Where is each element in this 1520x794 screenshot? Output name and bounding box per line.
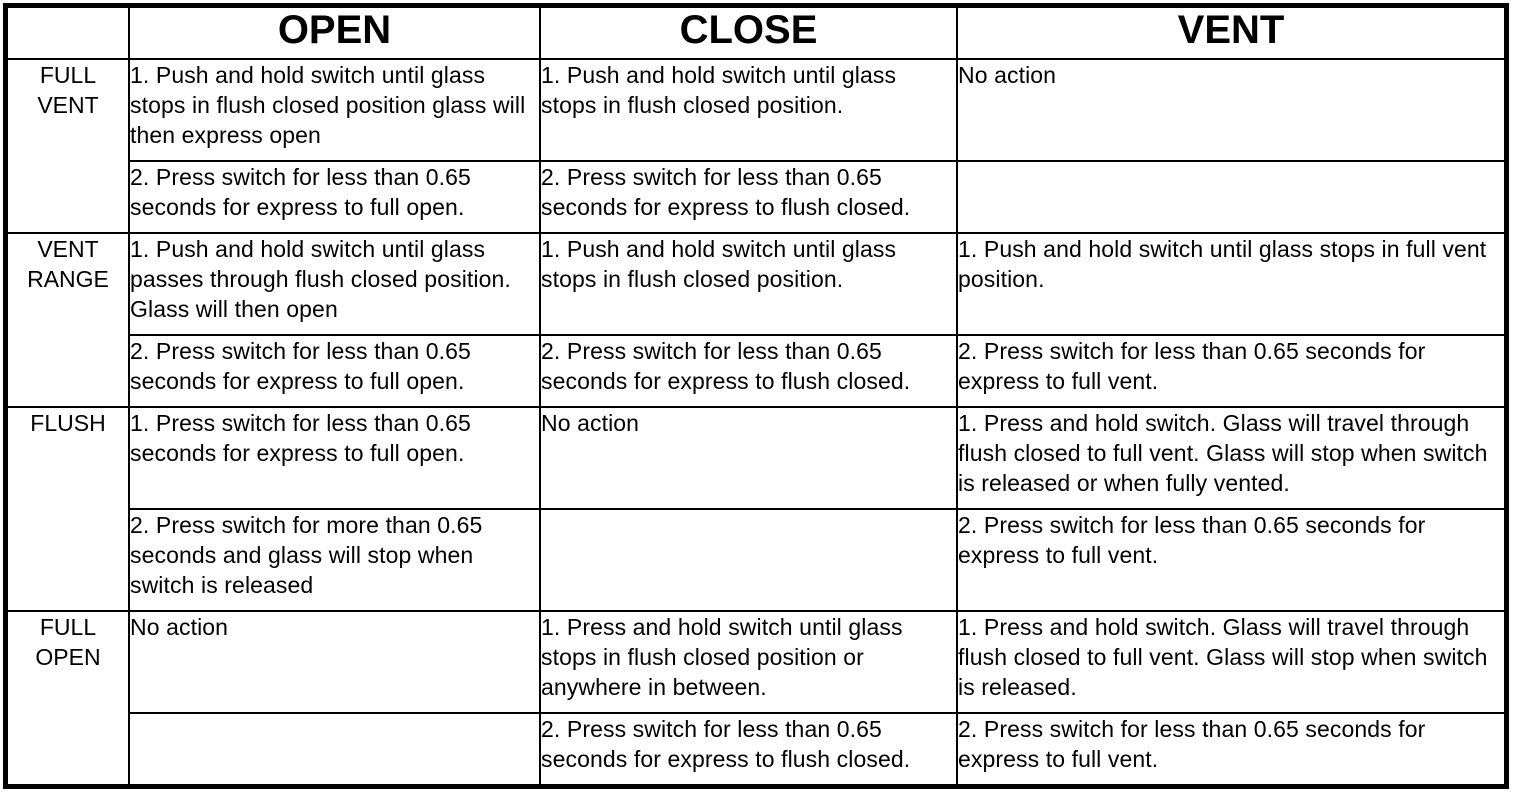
table-row [7,509,1505,611]
cell-full-open-close-step2: 2. Press switch for less than 0.65 seconds for express to flush closed. [540,713,957,785]
cell-full-vent-vent-step1: No action [957,59,1505,161]
column-header-close: CLOSE [540,7,957,59]
column-header-open: OPEN [129,7,540,59]
corner-cell [7,7,129,59]
cell-flush-vent-step1: 1. Press and hold switch. Glass will travel through flush closed to full vent. Glass will stop when switch is released or when fully vented. [957,407,1505,509]
cell-full-open-open-step1: No action [129,611,540,713]
header-row [7,7,1505,59]
cell-full-open-close-step1: 1. Press and hold switch until glass stops in flush closed position or anywhere in between. [540,611,957,713]
row-label-flush: FLUSH [7,407,129,611]
row-label-full-vent: FULL VENT [7,59,129,233]
window-switch-operation-table [6,6,1506,786]
row-label-vent-range: VENT RANGE [7,233,129,407]
cell-full-vent-close-step2: 2. Press switch for less than 0.65 seconds for express to flush closed. [540,161,957,233]
column-header-vent: VENT [957,7,1505,59]
table-row [7,713,1505,785]
table-row [7,407,1505,509]
cell-full-open-vent-step1: 1. Press and hold switch. Glass will travel through flush closed to full vent. Glass will stop when switch is released. [957,611,1505,713]
cell-flush-close-step2 [540,509,957,611]
cell-flush-open-step1: 1. Press switch for less than 0.65 seconds for express to full open. [129,407,540,509]
cell-flush-open-step2: 2. Press switch for more than 0.65 seconds and glass will stop when switch is released [129,509,540,611]
cell-vent-range-open-step2: 2. Press switch for less than 0.65 seconds for express to full open. [129,335,540,407]
table-row [7,59,1505,161]
cell-vent-range-close-step2: 2. Press switch for less than 0.65 seconds for express to flush closed. [540,335,957,407]
cell-full-vent-close-step1: 1. Push and hold switch until glass stops in flush closed position. [540,59,957,161]
cell-full-open-vent-step2: 2. Press switch for less than 0.65 seconds for express to full vent. [957,713,1505,785]
cell-vent-range-vent-step1: 1. Push and hold switch until glass stops in full vent position. [957,233,1505,335]
cell-flush-vent-step2: 2. Press switch for less than 0.65 seconds for express to full vent. [957,509,1505,611]
table-row [7,233,1505,335]
table-row [7,335,1505,407]
cell-full-vent-vent-step2 [957,161,1505,233]
cell-full-vent-open-step2: 2. Press switch for less than 0.65 seconds for express to full open. [129,161,540,233]
row-label-full-open: FULL OPEN [7,611,129,785]
cell-full-open-open-step2 [129,713,540,785]
cell-full-vent-open-step1: 1. Push and hold switch until glass stops in flush closed position glass will then express open [129,59,540,161]
cell-vent-range-vent-step2: 2. Press switch for less than 0.65 seconds for express to full vent. [957,335,1505,407]
table-row [7,611,1505,713]
cell-vent-range-close-step1: 1. Push and hold switch until glass stops in flush closed position. [540,233,957,335]
cell-flush-close-step1: No action [540,407,957,509]
table-row [7,161,1505,233]
cell-vent-range-open-step1: 1. Push and hold switch until glass passes through flush closed position. Glass will then open [129,233,540,335]
